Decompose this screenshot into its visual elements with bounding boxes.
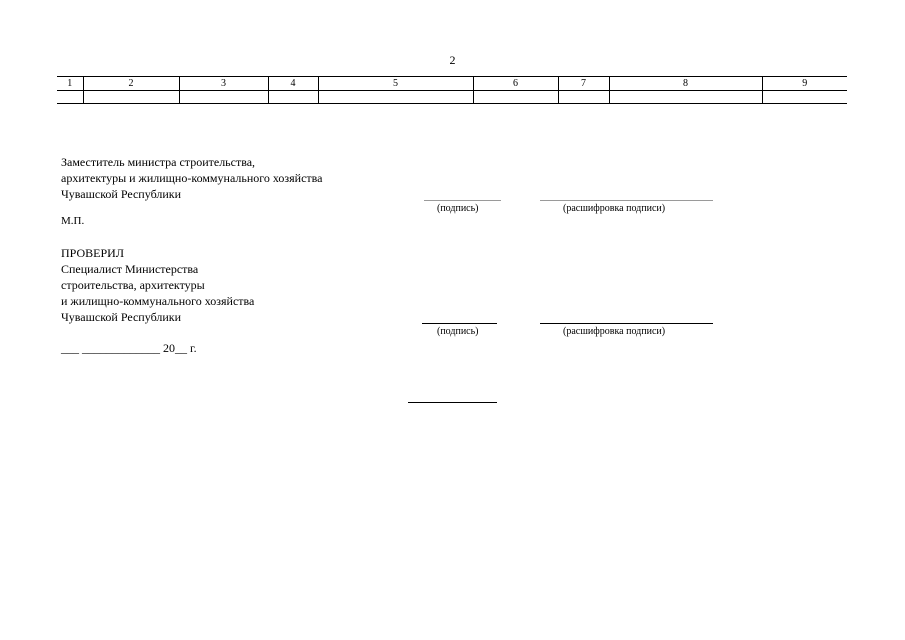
signature-caption: (подпись) <box>437 326 479 337</box>
column-number-7: 7 <box>558 77 609 91</box>
column-number-5: 5 <box>318 77 473 91</box>
deputy-minister-title-line-3: Чувашской Республики <box>61 187 182 201</box>
table-cell <box>268 91 318 104</box>
table-cell <box>318 91 473 104</box>
decryption-caption: (расшифровка подписи) <box>563 326 666 337</box>
page-number: 2 <box>449 53 456 67</box>
column-number-4: 4 <box>268 77 318 91</box>
column-number-6: 6 <box>473 77 558 91</box>
column-number-3: 3 <box>179 77 268 91</box>
decryption-line <box>540 323 713 324</box>
table-header-row <box>57 77 847 91</box>
column-number-table <box>57 76 847 104</box>
checked-title: ПРОВЕРИЛ <box>61 246 124 260</box>
table-cell <box>762 91 847 104</box>
signature-line <box>422 323 497 324</box>
table-cell <box>473 91 558 104</box>
table-row <box>57 91 847 104</box>
column-number-1: 1 <box>57 77 83 91</box>
specialist-title-line-4: Чувашской Республики <box>61 310 182 324</box>
date-field: ___ _____________ 20__ г. <box>61 341 197 355</box>
signature-line <box>424 200 501 201</box>
deputy-minister-title-line-1: Заместитель министра строительства, <box>61 155 256 169</box>
column-number-9: 9 <box>762 77 847 91</box>
specialist-title-line-2: строительства, архитектуры <box>61 278 205 292</box>
table-cell <box>83 91 179 104</box>
specialist-title-line-3: и жилищно-коммунального хозяйства <box>61 294 255 308</box>
table-cell <box>609 91 762 104</box>
column-number-2: 2 <box>83 77 179 91</box>
signature-caption: (подпись) <box>437 203 479 214</box>
specialist-title-line-1: Специалист Министерства <box>61 262 199 276</box>
column-number-8: 8 <box>609 77 762 91</box>
table-cell <box>558 91 609 104</box>
table-cell <box>179 91 268 104</box>
closing-separator-line <box>408 402 497 403</box>
decryption-line <box>540 200 713 201</box>
stamp-placeholder: М.П. <box>61 215 85 227</box>
deputy-minister-title-line-2: архитектуры и жилищно-коммунального хозяйства <box>61 171 323 185</box>
decryption-caption: (расшифровка подписи) <box>563 203 666 214</box>
table-cell <box>57 91 83 104</box>
